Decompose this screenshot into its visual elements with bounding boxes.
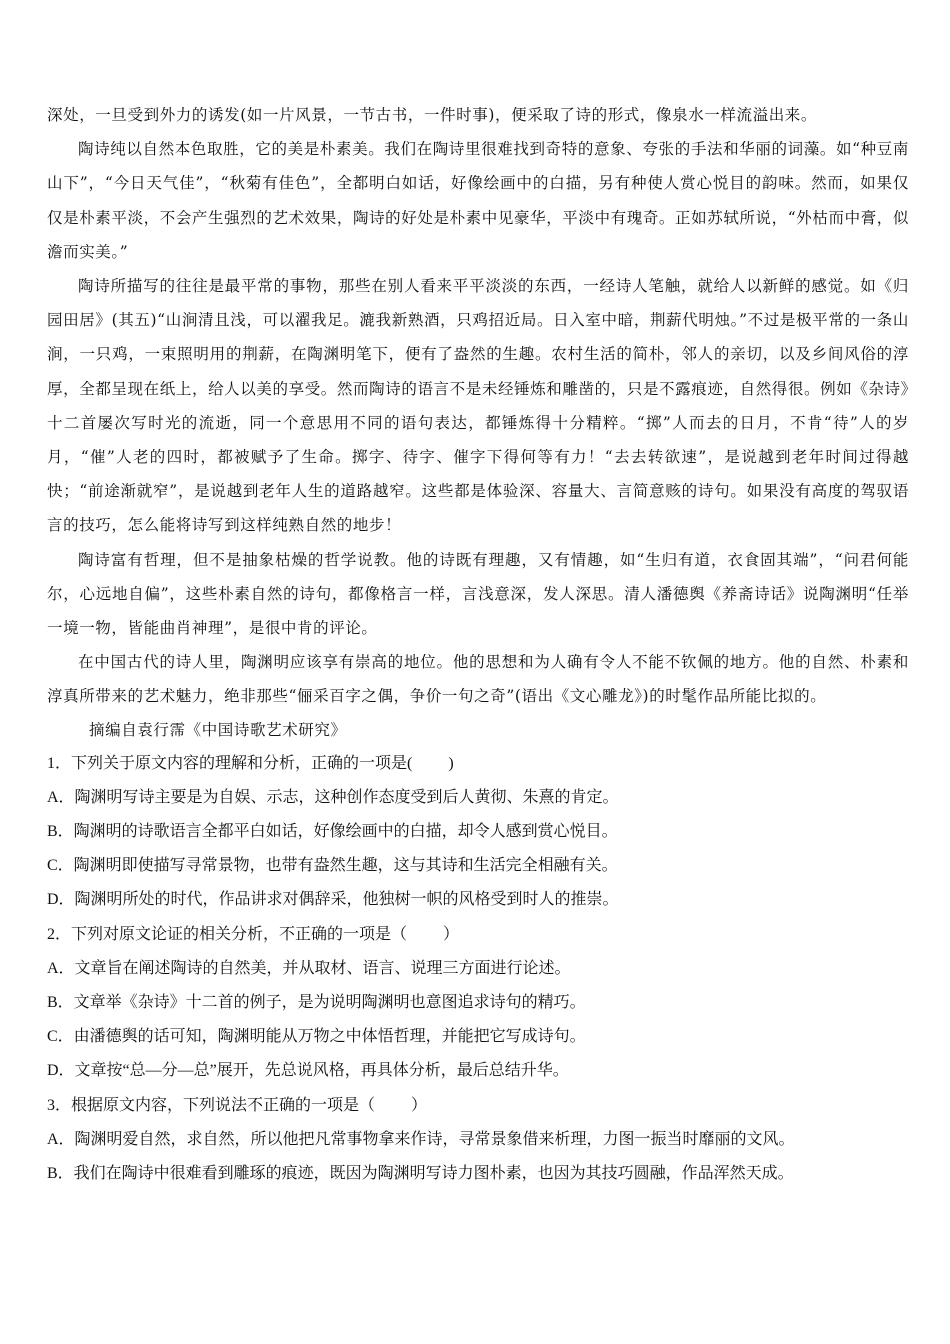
question-3 (47, 1089, 909, 1192)
option-a: A．陶渊明爱自然，求自然，所以他把凡常事物拿来作诗，寻常景象借来析理，力图一振当时靡丽的文风。 (47, 1130, 795, 1148)
question-stem: 1．下列关于原文内容的理解和分析，正确的一项是( ) (47, 754, 454, 772)
option-c: C．由潘德舆的话可知，陶渊明能从万物之中体悟哲理，并能把它写成诗句。 (47, 1028, 586, 1046)
question-1 (47, 747, 909, 918)
option-a: A．文章旨在阐述陶诗的自然美，并从取材、语言、说理三方面进行论述。 (47, 959, 571, 977)
option-a: A．陶渊明写诗主要是为自娱、示志，这种创作态度受到后人黄彻、朱熹的肯定。 (47, 788, 619, 806)
passage-paragraph: 陶诗纯以自然本色取胜，它的美是朴素美。我们在陶诗里很难找到奇特的意象、夸张的手法和华丽的词藻。如“种豆南山下”，“今日天气佳”，“秋菊有佳色”，全都明白如话，好像绘画中的白描，另有种使人赏心悦目的韵味。然而，如果仅仅是朴素平淡，不会产生强烈的艺术效果，陶诗的好处是朴素中见豪华，平淡中有瑰奇。正如苏轼所说，“外枯而中膏，似澹而实美。” (47, 140, 909, 261)
option-b: B．我们在陶诗中很难看到雕琢的痕迹，既因为陶渊明写诗力图朴素，也因为其技巧圆融，作品浑然天成。 (47, 1165, 794, 1183)
option-b: B．文章举《杂诗》十二首的例子，是为说明陶渊明也意图追求诗句的精巧。 (47, 994, 586, 1012)
source-citation: 摘编自袁行霈《中国诗歌艺术研究》 (89, 720, 347, 739)
question-stem: 3．根据原文内容，下列说法不正确的一项是（ ） (47, 1096, 428, 1114)
question-stem: 2．下列对原文论证的相关分析，不正确的一项是（ ） (47, 925, 460, 943)
passage-paragraph: 在中国古代的诗人里，陶渊明应该享有崇高的地位。他的思想和为人确有令人不能不钦佩的地方。他的自然、朴素和淳真所带来的艺术魅力，绝非那些“俪采百字之偶，争价一句之奇”(语出《文心雕龙》)的时髦作品所能比拟的。 (47, 653, 909, 706)
document-page (47, 98, 909, 1191)
option-c: C．陶渊明即使描写寻常景物，也带有盎然生趣，这与其诗和生活完全相融有关。 (47, 857, 618, 875)
passage-paragraph: 深处，一旦受到外力的诱发(如一片风景，一节古书，一件时事)，便采取了诗的形式，像泉水一样流溢出来。 (47, 106, 817, 124)
option-d: D．文章按“总—分—总”展开，先总说风格，再具体分析，最后总结升华。 (47, 1062, 569, 1080)
passage-paragraph: 陶诗富有哲理，但不是抽象枯燥的哲学说教。他的诗既有理趣，又有情趣，如“生归有道，衣食固其端”，“问君何能尔，心远地自偏”，这些朴素自然的诗句，都像格言一样，言浅意深，发人深思。清人潘德舆《养斋诗话》说陶渊明“任举一境一物，皆能曲肖神理”，是很中肯的评论。 (47, 550, 909, 638)
option-d: D．陶渊明所处的时代，作品讲求对偶辞采，他独树一帜的风格受到时人的推崇。 (47, 891, 619, 909)
option-b: B．陶渊明的诗歌语言全都平白如话，好像绘画中的白描，却令人感到赏心悦目。 (47, 823, 618, 841)
passage-paragraph: 陶诗所描写的往往是最平常的事物，那些在别人看来平平淡淡的东西，一经诗人笔触，就给人以新鲜的感觉。如《归园田居》(其五)“山涧清且浅，可以濯我足。漉我新熟酒，只鸡招近局。日入室中暗，荆薪代明烛。”不过是极平常的一条山涧，一只鸡，一束照明用的荆薪，在陶渊明笔下，便有了盎然的生趣。农村生活的简朴，邻人的亲切，以及乡间风俗的淳厚，全都呈现在纸上，给人以美的享受。然而陶诗的语言不是未经锤炼和雕凿的，只是不露痕迹，自然得很。例如《杂诗》十二首屡次写时光的流逝，同一个意思用不同的语句表达，都锤炼得十分精粹。“掷”人而去的日月，不肯“待”人的岁月，“催”人老的四时，都被赋予了生命。掷字、待字、催字下得何等有力！“去去转欲速”，是说越到老年时间过得越快；“前途渐就窄”，是说越到老年人生的道路越窄。这些都是体验深、容量大、言简意赅的诗句。如果没有高度的驾驭语言的技巧，怎么能将诗写到这样纯熟自然的地步！ (47, 277, 909, 535)
question-2 (47, 918, 909, 1089)
